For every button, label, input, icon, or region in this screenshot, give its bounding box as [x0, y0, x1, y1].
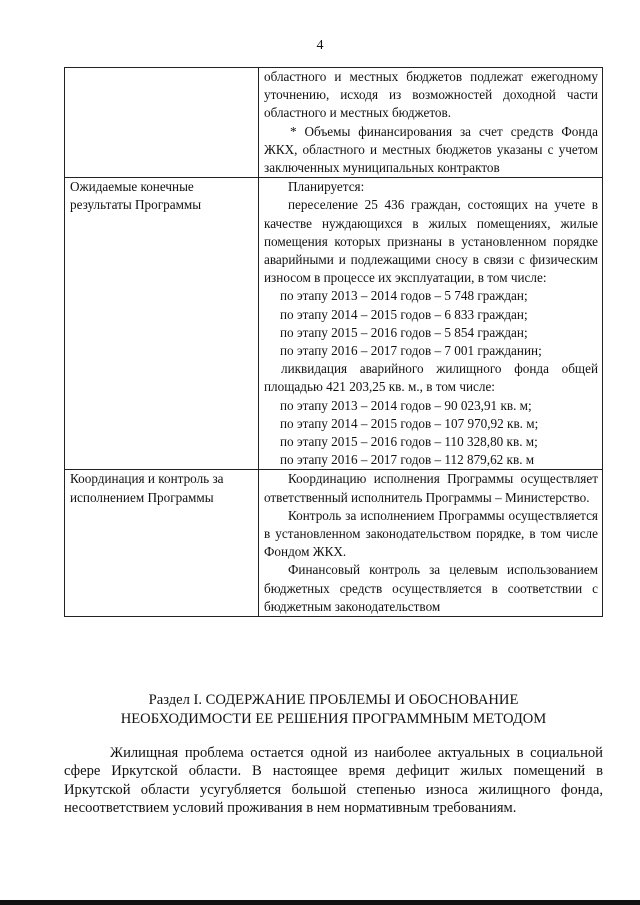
row-label-expected-results: Ожидаемые конечные результаты Программы: [65, 178, 259, 470]
page-bottom-edge: [0, 900, 640, 905]
resettlement-stage-item: по этапу 2013 – 2014 годов – 5 748 граждан;: [280, 288, 528, 304]
liquidation-stage-item: по этапу 2015 – 2016 годов – 110 328,80 кв. м;: [280, 434, 538, 450]
financial-control-paragraph: Финансовый контроль за целевым использованием бюджетных средств осуществляется в соответствии с бюджетным законодательством: [264, 562, 598, 614]
page-number: 4: [316, 38, 324, 53]
liquidation-stage-item: по этапу 2014 – 2015 годов – 107 970,92 кв. м;: [280, 415, 539, 431]
resettlement-stage-item: по этапу 2015 – 2016 годов – 5 854 граждан;: [280, 324, 528, 340]
resettlement-stage-item: по этапу 2016 – 2017 годов – 7 001 гражданин;: [280, 343, 542, 359]
body-paragraph: Жилищная проблема остается одной из наиболее актуальных в социальной сфере Иркутской области. В настоящее время дефицит жилых помещений в Иркутской области усугубляется большой степенью износа жилищного фонда, несоответствием условий проживания в нем нормативным требованиям.: [64, 745, 603, 816]
liquidation-stage-item: по этапу 2013 – 2014 годов – 90 023,91 кв. м;: [280, 397, 532, 413]
row-label-coordination: Координация и контроль за исполнением Программы: [65, 470, 259, 617]
section-title-line: НЕОБХОДИМОСТИ ЕЕ РЕШЕНИЯ ПРОГРАММНЫМ МЕТОДОМ: [120, 710, 547, 727]
expected-results-cell: [259, 178, 603, 470]
section-title: [64, 691, 603, 728]
row-label-empty: [65, 68, 259, 178]
resettlement-stage-item: по этапу 2014 – 2015 годов – 6 833 граждан;: [280, 306, 528, 322]
table-row-coordination: [65, 470, 603, 617]
planned-intro: Планируется:: [288, 179, 365, 195]
resettlement-paragraph: переселение 25 436 граждан, состоящих на учете в качестве нуждающихся в жилых помещениях, жилые помещения которых признаны в установленном порядке аварийными и подлежащими сносу в связи с физическим износом в процессе их эксплуатации, в том числе:: [264, 197, 598, 286]
financing-footnote-paragraph: * Объемы финансирования за счет средств Фонда ЖКХ, областного и местных бюджетов указаны с учетом заключенных муниципальных контрактов: [264, 123, 598, 176]
coordination-cell: [259, 470, 603, 617]
control-paragraph: Контроль за исполнением Программы осуществляется в установленном законодательством порядке, в том числе Фондом ЖКХ.: [264, 507, 598, 560]
financing-note-paragraph: областного и местных бюджетов подлежат ежегодному уточнению, исходя из возможностей доходной части областного и местных бюджетов.: [264, 69, 598, 121]
table-row-financing-note: [65, 68, 603, 178]
coordination-paragraph: Координацию исполнения Программы осуществляет ответственный исполнитель Программы – Министерство.: [264, 471, 598, 505]
liquidation-stage-item: по этапу 2016 – 2017 годов – 112 879,62 кв. м: [280, 452, 535, 468]
table-row-expected-results: [65, 178, 603, 470]
financing-note-cell: [259, 68, 603, 178]
section-title-line: Раздел I. СОДЕРЖАНИЕ ПРОБЛЕМЫ И ОБОСНОВАНИЕ: [148, 692, 519, 708]
program-passport-table: [64, 67, 603, 617]
liquidation-paragraph: ликвидация аварийного жилищного фонда общей площадью 421 203,25 кв. м., в том числе:: [264, 361, 598, 395]
